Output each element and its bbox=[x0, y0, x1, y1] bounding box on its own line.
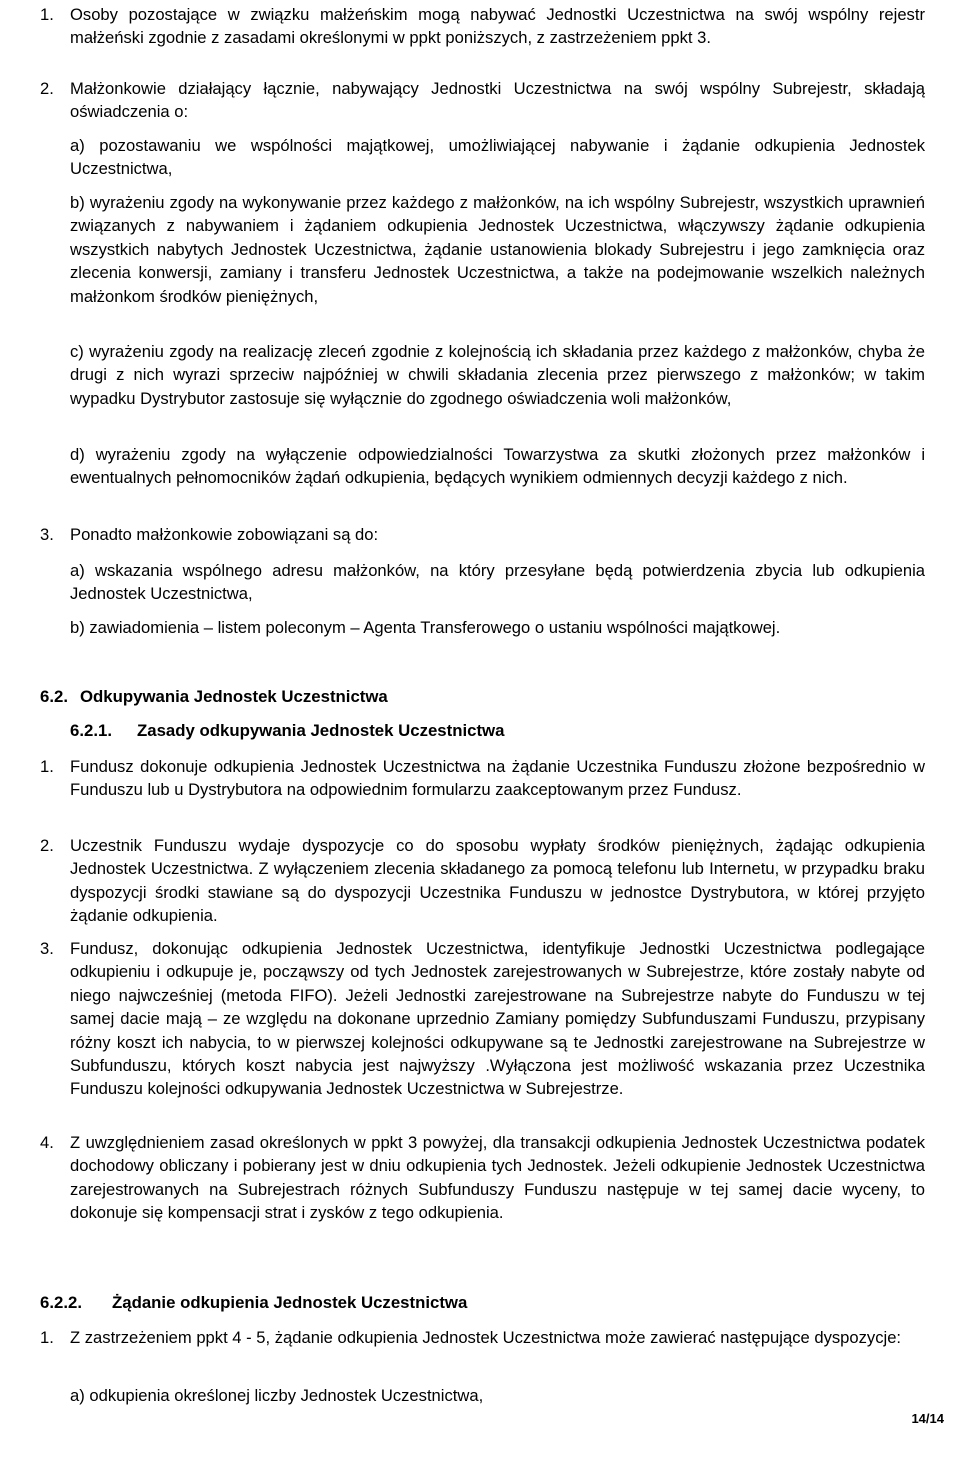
list-item: a) wskazania wspólnego adresu małżonków, na który przesyłane będą potwierdzenia zbycia lub odkupienia Jednostek Uczestnictwa, bbox=[70, 561, 925, 604]
list-item: a) odkupienia określonej liczby Jednostek Uczestnictwa, bbox=[70, 1386, 484, 1405]
section-title: Odkupywania Jednostek Uczestnictwa bbox=[80, 687, 388, 706]
subsection-title: Zasady odkupywania Jednostek Uczestnictwa bbox=[137, 721, 505, 740]
paragraph: Małżonkowie działający łącznie, nabywający Jednostki Uczestnictwa na swój wspólny Subrejestr, składają oświadczenia o: bbox=[70, 79, 925, 122]
paragraph: Fundusz dokonuje odkupienia Jednostek Uczestnictwa na żądanie Uczestnika Funduszu złożone bezpośrednio w Funduszu lub u Dystrybutora na odpowiednim formularzu zaakceptowanym przez Fundusz. bbox=[70, 757, 925, 800]
subsection-title: Żądanie odkupienia Jednostek Uczestnictwa bbox=[112, 1293, 468, 1312]
page-number: 14/14 bbox=[911, 1411, 944, 1426]
paragraph: Uczestnik Funduszu wydaje dyspozycje co do sposobu wypłaty środków pieniężnych, żądając odkupienia Jednostek Uczestnictwa. Z wyłączeniem zlecenia składanego za pomocą telefonu lub Internetu, w przypadku braku dyspozycji środki stawiane są do dyspozycji Uczestnika Funduszu w jednostce Dystrybutora, w której przyjęto żądanie odkupienia. bbox=[70, 836, 925, 926]
list-number: 1. bbox=[40, 5, 54, 24]
list-number: 3. bbox=[40, 525, 54, 544]
list-number: 2. bbox=[40, 79, 54, 98]
list-item: b) zawiadomienia – listem poleconym – Agenta Transferowego o ustaniu wspólności majątkowej. bbox=[70, 618, 781, 637]
list-number: 1. bbox=[40, 757, 54, 776]
list-number: 2. bbox=[40, 836, 54, 855]
list-item: d) wyrażeniu zgody na wyłączenie odpowiedzialności Towarzystwa za skutki złożonych przez małżonków i ewentualnych pełnomocników żądań odkupienia, będących wynikiem odmiennych decyzji każdego z nich. bbox=[70, 445, 925, 488]
list-number: 1. bbox=[40, 1328, 54, 1347]
subsection-number: 6.2.2. bbox=[40, 1293, 82, 1312]
paragraph: Z uwzględnieniem zasad określonych w ppkt 3 powyżej, dla transakcji odkupienia Jednostek Uczestnictwa podatek dochodowy obliczany i pobierany jest w dniu odkupienia tych Jednostek. Jeżeli odkupienie Jednostek Uczestnictwa zarejestrowanych na Subrejestrach różnych Subfunduszy Funduszu następuje w tej samej dacie wyceny, to dokonuje się kompensacji strat i zysków z tego odkupienia. bbox=[70, 1133, 925, 1223]
list-number: 3. bbox=[40, 939, 54, 958]
list-item: a) pozostawaniu we wspólności majątkowej, umożliwiającej nabywanie i żądanie odkupienia Jednostek Uczestnictwa, bbox=[70, 136, 925, 179]
paragraph: Fundusz, dokonując odkupienia Jednostek Uczestnictwa, identyfikuje Jednostki Uczestnictwa podlegające odkupieniu i odkupuje je, począwszy od tych Jednostek zarejestrowanych w Subrejestrze, które zostały nabyte od niego najwcześniej (metoda FIFO). Jeżeli Jednostki zarejestrowane na Subrejestrze nabyte do Funduszu w tej samej dacie mają – ze względu na dokonane uprzednio Zamiany pomiędzy Subfunduszami Funduszu, przypisany różny koszt ich nabycia, to w pierwszej kolejności odkupywane są te Jednostki zarejestrowane na Subrejestrze w Subfunduszu, których koszt nabycia jest najwyższy .Wyłączona jest możliwość wskazania przez Uczestnika Funduszu kolejności odkupywania Jednostek Uczestnictwa w Subrejestrze. bbox=[70, 939, 925, 1099]
paragraph: Ponadto małżonkowie zobowiązani są do: bbox=[70, 525, 379, 544]
paragraph: Z zastrzeżeniem ppkt 4 - 5, żądanie odkupienia Jednostek Uczestnictwa może zawierać następujące dyspozycje: bbox=[70, 1328, 902, 1347]
paragraph: Osoby pozostające w związku małżeńskim mogą nabywać Jednostki Uczestnictwa na swój wspólny rejestr małżeński zgodnie z zasadami określonymi w ppkt poniższych, z zastrzeżeniem ppkt 3. bbox=[70, 5, 925, 48]
list-item: c) wyrażeniu zgody na realizację zleceń zgodnie z kolejnością ich składania przez każdego z małżonków, chyba że drugi z nich wyrazi sprzeciw najpóźniej w chwili składania zlecenia przez pierwszego z małżonków; w takim wypadku Dystrybutor zastosuje się wyłącznie do zgodnego oświadczenia woli małżonków, bbox=[70, 342, 925, 408]
list-number: 4. bbox=[40, 1133, 54, 1152]
list-item: b) wyrażeniu zgody na wykonywanie przez każdego z małżonków, na ich wspólny Subrejestr, wszystkich uprawnień związanych z nabywaniem i żądaniem odkupienia Jednostek Uczestnictwa, włączywszy żądanie odkupienia wszystkich nabytych Jednostek Uczestnictwa, żądanie ustanowienia blokady Subrejestru i jego zamknięcia oraz zlecenia konwersji, zamiany i transferu Jednostek Uczestnictwa, a także na podejmowanie wszelkich należnych małżonkom środków pieniężnych, bbox=[70, 193, 925, 306]
section-number: 6.2. bbox=[40, 687, 68, 706]
subsection-number: 6.2.1. bbox=[70, 721, 112, 740]
